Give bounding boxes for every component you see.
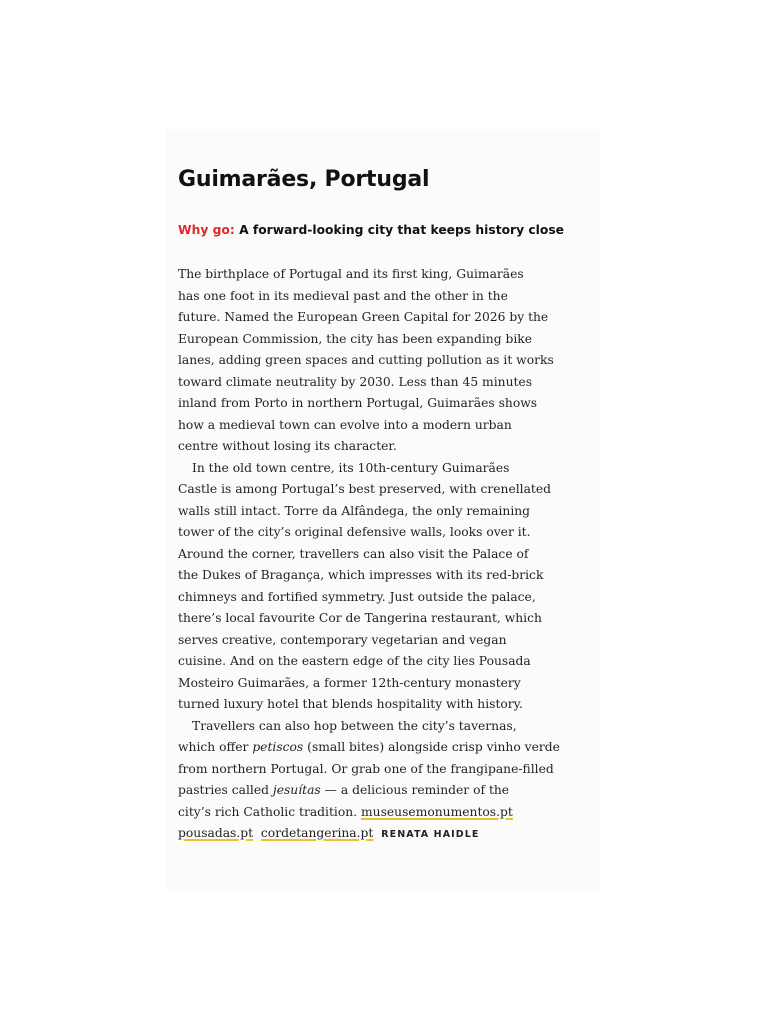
body-line: how a medieval town can evolve into a modern urban (178, 417, 512, 432)
body-line: has one foot in its medieval past and the other in the (178, 288, 508, 303)
author-byline: RENATA HAIDLE (381, 829, 480, 840)
body-line: tower of the city’s original defensive walls, looks over it. (178, 525, 531, 539)
body-line (178, 780, 603, 802)
body-line: toward climate neutrality by 2030. Less than 45 minutes (178, 374, 533, 389)
link-pousadas[interactable]: pousadas.pt (178, 826, 254, 840)
body-line: chimneys and fortified symmetry. Just outside the palace, (178, 589, 536, 604)
paragraph-3 (178, 716, 603, 845)
body-line: turned luxury hotel that blends hospitality with history. (178, 697, 523, 711)
body-line: there’s local favourite Cor de Tangerina restaurant, which (178, 611, 542, 625)
body-text: city’s rich Catholic tradition. (178, 804, 362, 819)
body-line (178, 823, 603, 845)
article-subhead (178, 221, 564, 239)
body-line: inland from Porto in northern Portugal, Guimarães shows (178, 396, 538, 410)
body-line: In the old town centre, its 10th-century Guimarães (192, 460, 510, 475)
body-line: cuisine. And on the eastern edge of the city lies Pousada (178, 654, 531, 668)
body-line: centre without losing its character. (178, 439, 397, 453)
body-line: European Commission, the city has been expanding bike (178, 331, 533, 346)
article-title: Guimarães, Portugal (178, 167, 430, 192)
link-museusemonumentos[interactable]: museusemonumentos.pt (361, 804, 513, 819)
body-text: (small bites) alongside crisp vinho verde (303, 740, 560, 754)
italic-term-petiscos: petiscos (252, 740, 304, 754)
body-text: which offer (178, 740, 253, 754)
italic-term-jesuitas: jesuítas (272, 783, 321, 797)
body-text: pastries called (178, 783, 273, 797)
body-line: Travellers can also hop between the city’s tavernas, (192, 718, 517, 733)
subhead-text: A forward-looking city that keeps history close (239, 223, 564, 237)
paragraph-2 (178, 458, 603, 716)
article-card (166, 130, 600, 890)
body-line: lanes, adding green spaces and cutting pollution as it works (178, 353, 554, 367)
subhead-label: Why go: (178, 223, 235, 237)
body-line (178, 802, 603, 824)
body-line: Around the corner, travellers can also visit the Palace of (178, 546, 529, 561)
article-body (178, 264, 603, 845)
body-text: — a delicious reminder of the (320, 783, 510, 797)
body-line: future. Named the European Green Capital for 2026 by the (178, 310, 549, 324)
body-line: serves creative, contemporary vegetarian and vegan (178, 632, 507, 647)
body-line: from northern Portugal. Or grab one of the frangipane-filled (178, 761, 554, 776)
body-line (178, 737, 603, 759)
paragraph-1 (178, 264, 603, 458)
body-line: The birthplace of Portugal and its first king, Guimarães (178, 267, 524, 281)
link-cordetangerina[interactable]: cordetangerina.pt (260, 826, 374, 840)
body-line: Mosteiro Guimarães, a former 12th-century monastery (178, 675, 521, 690)
body-line: the Dukes of Bragança, which impresses with its red-brick (178, 568, 544, 582)
body-line: Castle is among Portugal’s best preserved, with crenellated (178, 482, 552, 496)
body-line: walls still intact. Torre da Alfândega, the only remaining (178, 503, 531, 518)
